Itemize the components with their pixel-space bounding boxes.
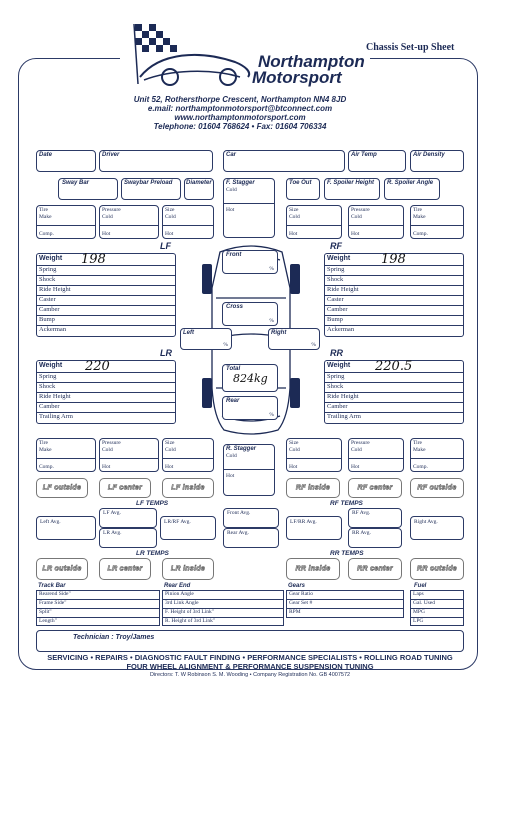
rr-camber-label: Camber [327, 403, 348, 410]
technician-field[interactable] [36, 630, 464, 652]
rr-title: RR [330, 348, 343, 358]
footer-services-1: SERVICING • REPAIRS • DIAGNOSTIC FAULT FINDING • PERFORMANCE SPECIALISTS • ROLLING ROAD TUNING [47, 653, 453, 662]
rf-tire-box[interactable] [410, 205, 464, 239]
lr-temps-title: LR TEMPS [136, 550, 169, 557]
rear-end-title: Rear End [164, 583, 191, 589]
left-weight-box[interactable] [180, 328, 232, 350]
lf-center-label: LF center [107, 484, 143, 492]
rear-weight-box[interactable] [222, 396, 278, 420]
r-spoiler-angle-field[interactable] [384, 178, 440, 200]
rear-end-table[interactable] [162, 590, 284, 626]
make-label: Make [39, 214, 52, 220]
length-label: Length" [39, 618, 57, 624]
lf-weight-value: 198 [81, 252, 106, 267]
hot-label: Hot [165, 464, 174, 470]
f-spoiler-height-field[interactable] [324, 178, 380, 200]
rr-temps-title: RR TEMPS [330, 550, 364, 557]
address: Unit 52, Rothersthorpe Crescent, Northampton NN4 8JD [133, 95, 347, 104]
front-avg-label: Front Avg. [227, 510, 251, 516]
rr-setup-list[interactable] [324, 360, 464, 424]
cold-label: Cold [102, 447, 113, 453]
f-stagger-hot-label: Hot [226, 207, 235, 213]
rpm-label: RPM [289, 609, 301, 615]
lf-center-temp[interactable] [99, 478, 151, 498]
air-density-field[interactable] [410, 150, 464, 172]
email: e.mail: northamptonmotorsport@btconnect.com [147, 104, 333, 113]
swaybar-preload-field[interactable] [121, 178, 181, 200]
comp-label: Comp. [39, 231, 54, 237]
r-stagger-hot-label: Hot [226, 473, 235, 479]
front-pct: % [269, 266, 274, 272]
rr-center-label: RR center [357, 565, 393, 573]
right-label: Right [271, 330, 287, 336]
lr-center-label: LR center [107, 565, 143, 573]
logo [130, 22, 260, 90]
lf-rr-avg-box[interactable] [286, 516, 342, 540]
rr-outside-label: RR outside [417, 565, 457, 573]
r-height-third-link-label: R. Height of 3rd Link" [165, 618, 216, 624]
diameter-field[interactable] [184, 178, 214, 200]
rf-inside-temp[interactable] [286, 478, 340, 498]
rf-avg-label: RF Avg. [352, 510, 371, 516]
frame-side-label: Frame Side" [39, 600, 67, 606]
lf-shock-label: Shock [39, 276, 56, 283]
lf-size-box[interactable] [162, 205, 214, 239]
lr-rf-avg-box[interactable] [160, 516, 216, 540]
rr-pressure-box[interactable] [348, 438, 404, 472]
hot-label: Hot [165, 231, 174, 237]
lf-ackerman-label: Ackerman [39, 326, 67, 333]
f-stagger-cold-label: Cold [226, 187, 237, 193]
lf-rr-avg-label: LF/RR Avg. [290, 519, 317, 525]
pressure-label: Pressure [102, 440, 121, 446]
tire-label: Tire [413, 440, 422, 446]
left-label: Left [183, 330, 194, 336]
left-avg-box[interactable] [36, 516, 96, 540]
tire-label: Tire [39, 440, 48, 446]
lf-title: LF [160, 241, 171, 251]
lr-title: LR [160, 348, 172, 358]
brand-name-line2: Motorsport [252, 68, 342, 87]
fuel-table[interactable] [410, 590, 464, 626]
lpg-label: LPG [413, 618, 424, 624]
phone: Telephone: 01604 768624 • Fax: 01604 706334 [153, 122, 327, 131]
rr-avg-box[interactable] [348, 528, 402, 548]
car-label: Car [226, 152, 237, 158]
hot-label: Hot [102, 464, 111, 470]
right-weight-box[interactable] [268, 328, 320, 350]
rr-spring-label: Spring [327, 373, 345, 380]
car-field[interactable] [223, 150, 345, 172]
rr-shock-label: Shock [327, 383, 344, 390]
rf-pressure-box[interactable] [348, 205, 404, 239]
left-avg-label: Left Avg. [40, 519, 61, 525]
f-stagger-label: F. Stagger [226, 180, 255, 186]
air-density-label: Air Density [413, 152, 445, 158]
driver-label: Driver [102, 152, 120, 158]
rr-ride-height-label: Ride Height [327, 393, 359, 400]
rf-center-label: RF center [357, 484, 393, 492]
rr-inside-temp[interactable] [286, 558, 340, 580]
toe-out-label: Toe Out [289, 180, 312, 186]
lr-avg-box[interactable] [99, 528, 157, 548]
total-weight-value: 824kg [233, 372, 268, 385]
rf-temps-title: RF TEMPS [330, 500, 363, 507]
lr-center-temp[interactable] [99, 558, 151, 580]
lf-inside-temp[interactable] [162, 478, 214, 498]
rear-pct: % [269, 412, 274, 418]
size-label: Size [165, 207, 175, 213]
third-link-angle-label: 3rd Link Angle [165, 600, 199, 606]
cross-weight-box[interactable] [222, 302, 278, 326]
lf-temps-title: LF TEMPS [136, 500, 169, 507]
f-spoiler-height-label: F. Spoiler Height [327, 180, 375, 186]
pressure-label: Pressure [102, 207, 121, 213]
split-label: Split" [39, 609, 52, 615]
toe-out-field[interactable] [286, 178, 320, 200]
make-label: Make [39, 447, 52, 453]
rf-bump-label: Bump [327, 316, 343, 323]
size-label: Size [165, 440, 175, 446]
rear-label: Rear [226, 398, 240, 404]
make-label: Make [413, 214, 426, 220]
website: www.northamptonmotorsport.com [174, 113, 306, 122]
tire-label: Tire [413, 207, 422, 213]
cold-label: Cold [289, 447, 300, 453]
cold-label: Cold [102, 214, 113, 220]
cold-label: Cold [165, 447, 176, 453]
rf-spring-label: Spring [327, 266, 345, 273]
lr-spring-label: Spring [39, 373, 57, 380]
rr-weight-value: 220.5 [375, 359, 413, 374]
size-label: Size [289, 440, 299, 446]
lf-outside-temp[interactable] [36, 478, 88, 498]
rf-inside-label: RF inside [295, 484, 331, 492]
rf-ackerman-label: Ackerman [327, 326, 355, 333]
tire-label: Tire [39, 207, 48, 213]
total-label: Total [226, 366, 241, 372]
rf-size-box[interactable] [286, 205, 342, 239]
lf-spring-label: Spring [39, 266, 57, 273]
rr-outside-temp[interactable] [410, 558, 464, 580]
front-label: Front [226, 252, 242, 258]
lr-weight-label: Weight [39, 362, 63, 369]
lr-shock-label: Shock [39, 383, 56, 390]
total-weight-box[interactable] [222, 364, 278, 392]
rf-camber-label: Camber [327, 306, 348, 313]
make-label: Make [413, 447, 426, 453]
lf-bump-label: Bump [39, 316, 55, 323]
rf-center-temp[interactable] [348, 478, 402, 498]
gears-table[interactable] [286, 590, 404, 618]
right-avg-box[interactable] [410, 516, 464, 540]
rr-center-temp[interactable] [348, 558, 402, 580]
sway-bar-field[interactable] [58, 178, 118, 200]
gal-used-label: Gal. Used [413, 600, 435, 606]
lr-avg-label: LR Avg. [103, 530, 122, 536]
right-avg-label: Right Avg. [414, 519, 438, 525]
lf-avg-label: LF Avg. [103, 510, 121, 516]
air-temp-label: Air Temp [351, 152, 377, 158]
rearend-side-label: Rearend Side" [39, 591, 71, 597]
comp-label: Comp. [39, 464, 54, 470]
size-label: Size [289, 207, 299, 213]
mpg-label: MPG [413, 609, 425, 615]
rear-avg-label: Rear Avg. [227, 530, 249, 536]
lr-weight-value: 220 [85, 359, 110, 374]
lf-avg-box[interactable] [99, 508, 157, 528]
rr-weight-label: Weight [327, 362, 351, 369]
lf-ride-height-label: Ride Height [39, 286, 71, 293]
date-label: Date [39, 152, 53, 158]
rf-caster-label: Caster [327, 296, 344, 303]
front-weight-box[interactable] [222, 250, 278, 274]
hot-label: Hot [351, 464, 360, 470]
lr-rf-avg-label: LR/RF Avg. [164, 519, 191, 525]
cold-label: Cold [165, 214, 176, 220]
front-avg-box[interactable] [223, 508, 279, 528]
cold-label: Cold [351, 214, 362, 220]
hot-label: Hot [102, 231, 111, 237]
diameter-label: Diameter [186, 180, 212, 186]
comp-label: Comp. [413, 231, 428, 237]
rr-avg-label: RR Avg. [352, 530, 371, 536]
r-stagger-label: R. Stagger [226, 446, 257, 452]
lr-inside-temp[interactable] [162, 558, 214, 580]
cold-label: Cold [351, 447, 362, 453]
hot-label: Hot [289, 231, 298, 237]
lr-size-box[interactable] [162, 438, 214, 472]
lf-camber-label: Camber [39, 306, 60, 313]
lr-trailing-arm-label: Trailing Arm [39, 413, 73, 420]
hot-label: Hot [289, 464, 298, 470]
gears-title: Gears [288, 583, 306, 589]
r-stagger-field[interactable] [223, 444, 275, 496]
rr-tire-box[interactable] [410, 438, 464, 472]
date-field[interactable] [36, 150, 96, 172]
lr-setup-list[interactable] [36, 360, 176, 424]
pressure-label: Pressure [351, 207, 370, 213]
hot-label: Hot [351, 231, 360, 237]
rf-ride-height-label: Ride Height [327, 286, 359, 293]
pinion-angle-label: Pinion Angle [165, 591, 194, 597]
pressure-label: Pressure [351, 440, 370, 446]
lr-pressure-box[interactable] [99, 438, 159, 472]
rear-avg-box[interactable] [223, 528, 279, 548]
rf-shock-label: Shock [327, 276, 344, 283]
cross-pct: % [269, 318, 274, 324]
lf-outside-label: LF outside [42, 484, 82, 492]
rf-outside-label: RF outside [417, 484, 457, 492]
sway-bar-label: Sway Bar [62, 180, 90, 186]
lf-tire-box[interactable] [36, 205, 96, 239]
f-stagger-field[interactable] [223, 178, 275, 238]
lf-weight-label: Weight [39, 255, 63, 262]
rf-title: RF [330, 241, 342, 251]
lr-inside-label: LR inside [170, 565, 206, 573]
rf-outside-temp[interactable] [410, 478, 464, 498]
lr-outside-label: LR outside [42, 565, 82, 573]
lf-inside-label: LF inside [171, 484, 205, 492]
technician-label: Technician : Troy/James [73, 634, 155, 641]
footer-directors: Directors: T. W Robinson S. M. Wooding • Company Registration No. GB 4007572 [149, 672, 351, 678]
lr-outside-temp[interactable] [36, 558, 88, 580]
lf-setup-list[interactable] [36, 253, 176, 337]
footer-services-2: FOUR WHEEL ALIGNMENT & PERFORMANCE SUSPENSION TUNING [126, 662, 374, 671]
lf-caster-label: Caster [39, 296, 56, 303]
cold-label: Cold [289, 214, 300, 220]
sheet-title: Chassis Set-up Sheet [366, 42, 455, 53]
r-stagger-cold-label: Cold [226, 453, 237, 459]
rr-inside-label: RR inside [295, 565, 331, 573]
lr-tire-box[interactable] [36, 438, 96, 472]
track-bar-title: Track Bar [38, 583, 66, 589]
driver-field[interactable] [99, 150, 213, 172]
rf-setup-list[interactable] [324, 253, 464, 337]
comp-label: Comp. [413, 464, 428, 470]
rr-trailing-arm-label: Trailing Arm [327, 413, 361, 420]
rr-size-box[interactable] [286, 438, 342, 472]
r-spoiler-angle-label: R. Spoiler Angle [387, 180, 434, 186]
gear-ratio-label: Gear Ratio [289, 591, 313, 597]
cross-label: Cross [226, 304, 244, 310]
rf-weight-label: Weight [327, 255, 351, 262]
rf-avg-box[interactable] [348, 508, 402, 528]
air-temp-field[interactable] [348, 150, 406, 172]
laps-label: Laps [413, 591, 424, 597]
swaybar-preload-label: Swaybar Preload [124, 180, 173, 186]
right-pct: % [311, 342, 316, 348]
left-pct: % [223, 342, 228, 348]
track-bar-table[interactable] [36, 590, 160, 626]
lf-pressure-box[interactable] [99, 205, 159, 239]
gear-set-label: Gear Set # [289, 600, 313, 606]
f-height-third-link-label: F. Height of 3rd Link" [165, 609, 215, 615]
lr-camber-label: Camber [39, 403, 60, 410]
brand-name-line1: Northampton [258, 52, 365, 71]
fuel-title: Fuel [414, 583, 427, 589]
rf-weight-value: 198 [381, 252, 406, 267]
lr-ride-height-label: Ride Height [39, 393, 71, 400]
